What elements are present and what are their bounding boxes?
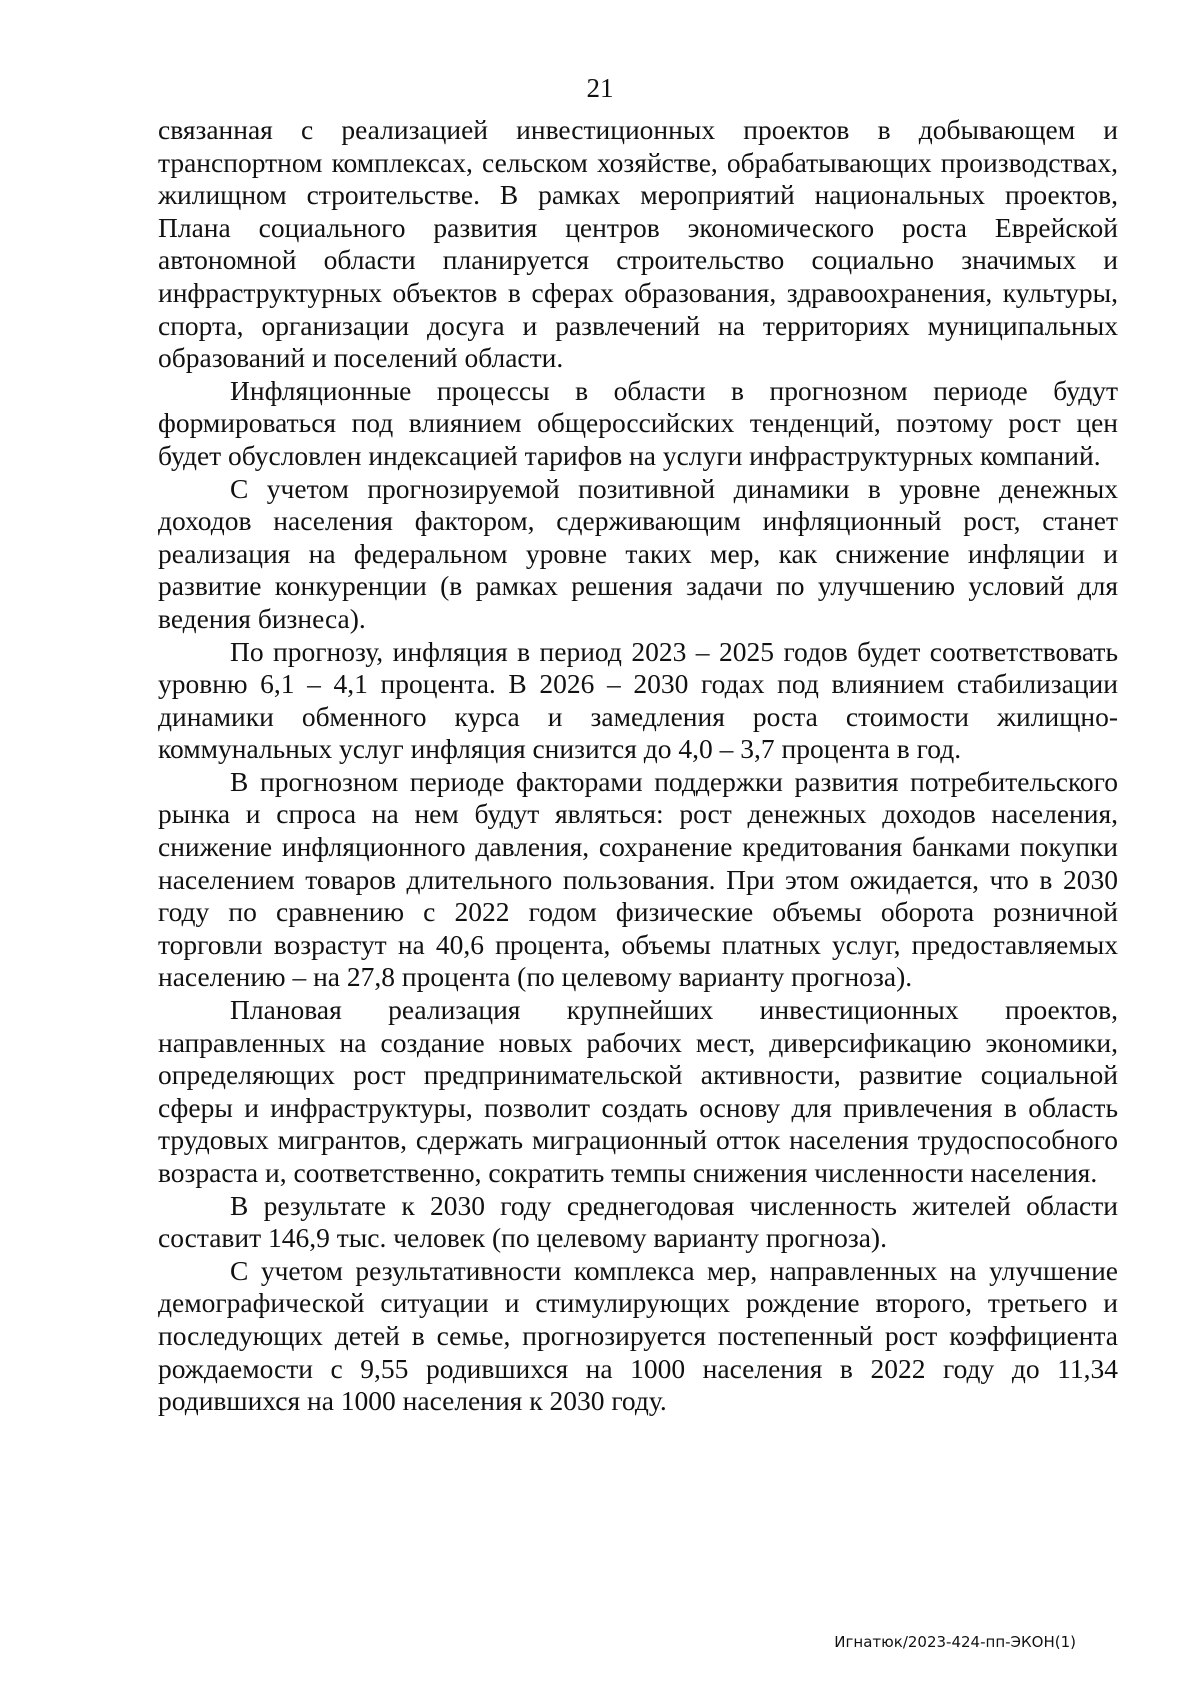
paragraph: В прогнозном периоде факторами поддержки развития потребительского рынка и спроса на нем будут являться: рост денежных доходов населения, снижение инфляционного давления, сохранение кредитования банками покупки населением товаров длительного пользования. При этом ожидается, что в 2030 году по сравнению с 2022 годом физические объемы оборота розничной торговли возрастут на 40,6 процента, объемы платных услуг, предоставляемых населению – на 27,8 процента (по целевому варианту прогноза). [158,765,1118,993]
document-reference-id: Игнатюк/2023-424-пп-ЭКОН(1) [834,1633,1076,1651]
document-body [158,114,1118,1418]
paragraph: По прогнозу, инфляция в период 2023 – 2025 годов будет соответствовать уровню 6,1 – 4,1 процента. В 2026 – 2030 годах под влиянием стабилизации динамики обменного курса и замедления роста стоимости жилищно-коммунальных услуг инфляция снизится до 4,0 – 3,7 процента в год. [158,635,1118,765]
paragraph: В результате к 2030 году среднегодовая численность жителей области составит 146,9 тыс. человек (по целевому варианту прогноза). [158,1189,1118,1254]
paragraph: С учетом результативности комплекса мер, направленных на улучшение демографической ситуации и стимулирующих рождение второго, третьего и последующих детей в семье, прогнозируется постепенный рост коэффициента рождаемости с 9,55 родившихся на 1000 населения в 2022 году до 11,34 родившихся на 1000 населения к 2030 году. [158,1254,1118,1417]
paragraph: Плановая реализация крупнейших инвестиционных проектов, направленных на создание новых рабочих мест, диверсификацию экономики, определяющих рост предпринимательской активности, развитие социальной сферы и инфраструктуры, позволит создать основу для привлечения в область трудовых мигрантов, сдержать миграционный отток населения трудоспособного возраста и, соответственно, сократить темпы снижения численности населения. [158,994,1118,1188]
paragraph: Инфляционные процессы в области в прогнозном периоде будут формироваться под влиянием общероссийских тенденций, поэтому рост цен будет обусловлен индексацией тарифов на услуги инфраструктурных компаний. [158,374,1118,471]
paragraph: С учетом прогнозируемой позитивной динамики в уровне денежных доходов населения фактором, сдерживающим инфляционный рост, станет реализация на федеральном уровне таких мер, как снижение инфляции и развитие конкуренции (в рамках решения задачи по улучшению условий для ведения бизнеса). [158,472,1118,634]
page-number: 21 [586,73,614,103]
paragraph: связанная с реализацией инвестиционных проектов в добывающем и транспортном комплексах, сельском хозяйстве, обрабатывающих производствах, жилищном строительстве. В рамках мероприятий национальных проектов, Плана социального развития центров экономического роста Еврейской автономной области планируется строительство социально значимых и инфраструктурных объектов в сферах образования, здравоохранения, культуры, спорта, организации досуга и развлечений на территориях муниципальных образований и поселений области. [158,114,1118,374]
